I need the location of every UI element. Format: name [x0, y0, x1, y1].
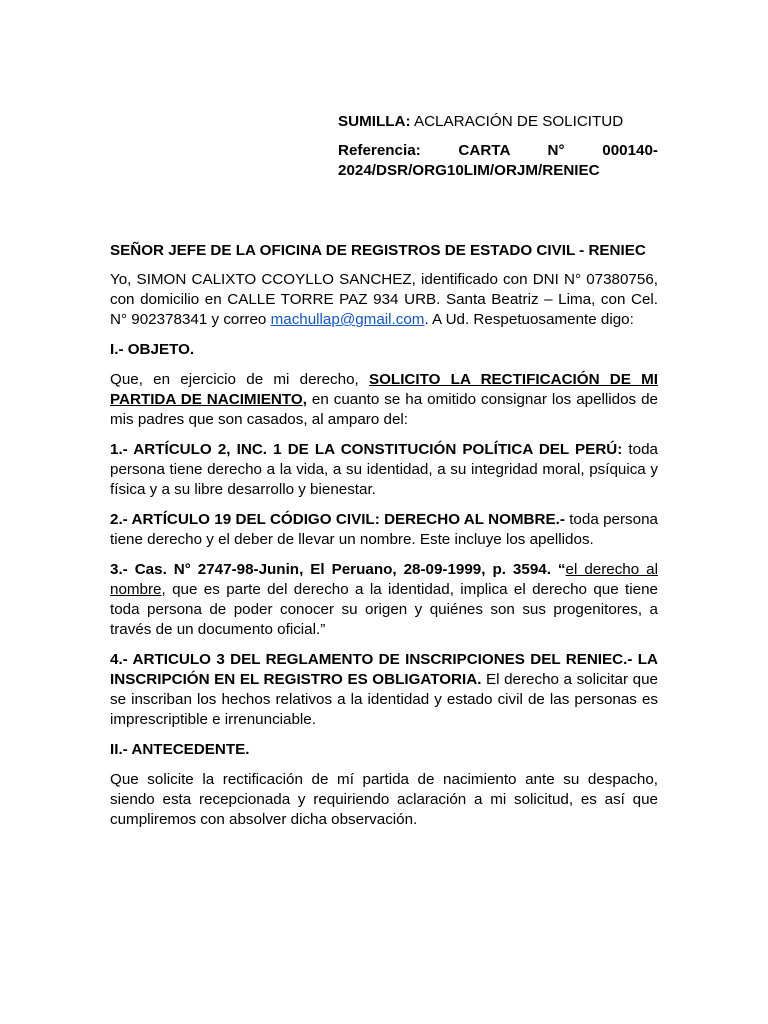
section-antecedente-heading: [110, 740, 658, 760]
objeto-paragraph: [110, 370, 658, 430]
antecedente-paragraph: [110, 770, 658, 830]
item-4-paragraph: [110, 650, 658, 730]
objeto-emphasis: SOLICITO LA RECTIFICACIÓN DE MI PARTIDA DE NACIMIENTO: [110, 371, 658, 408]
item-2-paragraph: [110, 510, 658, 550]
intro-text-after: . A Ud. Respetuosamente digo:: [424, 311, 634, 328]
item-2-title: 2.- ARTÍCULO 19 DEL CÓDIGO CIVIL: DERECHO AL NOMBRE.-: [110, 511, 565, 528]
document-header: [338, 112, 658, 190]
addressee-text: SEÑOR JEFE DE LA OFICINA DE REGISTROS DE ESTADO CIVIL - RENIEC: [110, 242, 646, 259]
intro-text-before: Yo, SIMON CALIXTO CCOYLLO SANCHEZ, identificado con DNI N° 07380756, con domicilio en CALLE TORRE PAZ 934 URB. Santa Beatriz – Lima, con Cel. N° 902378341 y correo: [110, 271, 658, 328]
referencia-line: [338, 141, 658, 181]
sumilla-line: [338, 112, 658, 132]
item-3-underlined: el derecho al nombre: [110, 561, 659, 598]
objeto-text-after: en cuanto se ha omitido consignar los apellidos de mis padres que son casados, al amparo del:: [110, 391, 658, 428]
email-link[interactable]: machullap@gmail.com: [270, 311, 425, 328]
section-objeto-heading: [110, 340, 658, 360]
item-1-paragraph: [110, 440, 658, 500]
addressee-line: [110, 241, 658, 261]
sumilla-label: SUMILLA:: [338, 113, 411, 130]
intro-paragraph: [110, 270, 658, 330]
item-3-text: , que es parte del derecho a la identidad, implica el derecho que tiene toda persona de poder conocer su origen y quiénes son sus progenitores, a través de un documento oficial.”: [110, 581, 658, 638]
item-2-text: toda persona tiene derecho y el deber de llevar un nombre. Este incluye los apellidos.: [110, 511, 658, 548]
item-1-title: 1.- ARTÍCULO 2, INC. 1 DE LA CONSTITUCIÓN POLÍTICA DEL PERÚ:: [110, 441, 623, 458]
objeto-comma: ,: [302, 391, 307, 408]
item-1-text: toda persona tiene derecho a la vida, a su identidad, a su integridad moral, psíquica y física y a su libre desarrollo y bienestar.: [110, 441, 658, 498]
item-4-text: El derecho a solicitar que se inscriban los hechos relativos a la identidad y estado civil de las personas es imprescriptible e irrenunciable.: [110, 671, 658, 728]
item-3-title: 3.- Cas. N° 2747-98-Junin, El Peruano, 28-09-1999, p. 3594. “: [110, 561, 566, 578]
objeto-text-before: Que, en ejercicio de mi derecho,: [110, 371, 369, 388]
document-body: [110, 241, 658, 840]
section-antecedente-title: II.- ANTECEDENTE.: [110, 741, 250, 758]
sumilla-text: ACLARACIÓN DE SOLICITUD: [410, 113, 624, 130]
referencia-text: Referencia: CARTA N° 000140-2024/DSR/ORG10LIM/ORJM/RENIEC: [338, 142, 658, 179]
antecedente-text: Que solicite la rectificación de mí partida de nacimiento ante su despacho, siendo esta recepcionada y requiriendo aclaración a mi solicitud, es así que cumpliremos con absolver dicha observación.: [110, 771, 658, 828]
item-4-title: 4.- ARTICULO 3 DEL REGLAMENTO DE INSCRIPCIONES DEL RENIEC.- LA INSCRIPCIÓN EN EL REGISTRO ES OBLIGATORIA.: [110, 651, 658, 688]
item-3-paragraph: [110, 560, 658, 640]
section-objeto-title: I.- OBJETO.: [110, 341, 195, 358]
